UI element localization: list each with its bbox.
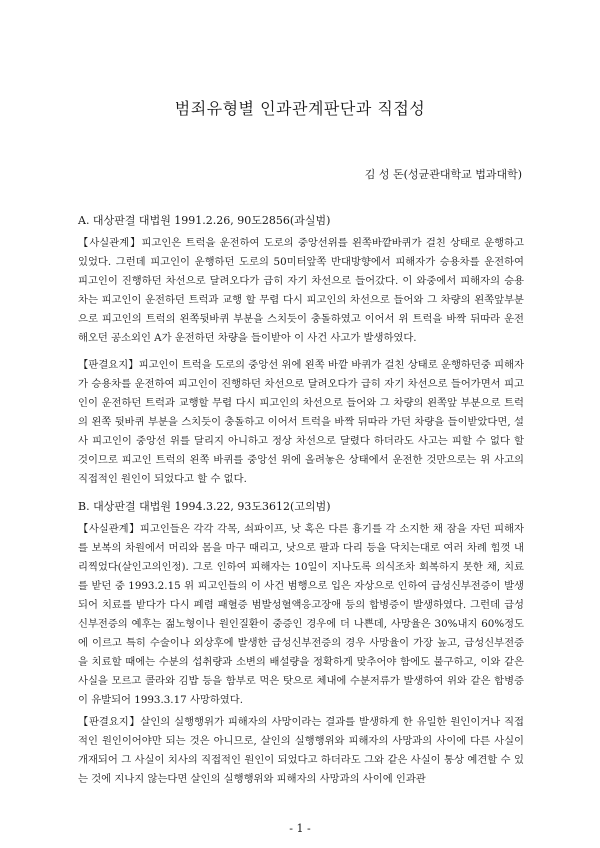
section-b-facts: 【사실관계】피고인들은 각각 각목, 쇠파이프, 낫 혹은 다른 흉기를 각 소지한 채 잠을 자던 피해자를 보복의 차원에서 머리와 몸을 마구 때리고, 낫으로 팔과 다리 등을 닥치는대로 여러 차례 힘껏 내리찍었다(살인고의인정). 그로 인하여 피해자는 10일이 지나도록 의식조차 회복하지 못한 채, 치료를 받던 중 1993.2.15 위 피고인들의 이 사건 범행으로 입은 자상으로 인하여 급성신부전증이 발생되어 치료를 받다가 다시 폐렴 패혈증 범발성혈액응고장애 등의 합병증이 발생하였다. 그런데 급성신부전증의 예후는 젊노형이나 원인질환이 중증인 경우에 더 나쁜데, 사망율은 30%내지 60%정도에 이르고 특히 수술이나 외상후에 발생한 급성신부전증의 경우 사망율이 가장 높고, 급성신부전증을 치료할 때에는 수분의 섭취량과 소변의 배설량을 정확하게 맞추어야 함에도 불구하고, 이와 같은 사실을 모르고 콜라와 김밥 등을 함부로 먹은 탓으로 체내에 수분저류가 발생하여 위와 같은 합병증이 유발되어 1993.3.17 사망하였다. (78, 523, 524, 706)
section-b-holding: 【판결요지】살인의 실행행위가 피해자의 사망이라는 결과를 발생하게 한 유일한 원인이거나 직접적인 원인이어야만 되는 것은 아니므로, 살인의 실행행위와 피해자의 사망과의 사이에 다른 사실이 개재되어 그 사실이 치사의 직접적인 원인이 되었다고 하더라도 그와 같은 사실이 통상 예견할 수 있는 것에 지나지 않는다면 살인의 실행행위와 피해자의 사망과의 사이에 인과관 (78, 716, 524, 785)
author-line: 김 성 돈(성균관대학교 법과대학) (364, 168, 522, 181)
section-a-holding: 【판결요지】피고인이 트럭을 도로의 중앙선 위에 왼쪽 바깥 바퀴가 걸친 상태로 운행하던중 피해자가 승용차를 운전하여 피고인이 진행하던 차선으로 달려오다가 급히 자기 차선으로 들어가면서 피고인이 운전하던 트럭과 교행할 무렵 다시 피고인의 차선으로 들어와 그 차량의 왼쪽앞 부분으로 트럭의 왼쪽 뒷바퀴 부분을 스치듯이 충돌하고 이어서 트럭을 바짝 뒤따라 가던 차량을 들이받았다면, 설사 피고인이 중앙선 위를 달리지 아니하고 정상 차선으로 달렸다 하더라도 사고는 피할 수 없다 할 것이므로 피고인 트럭의 왼쪽 바퀴를 중앙선 위에 올려놓은 상태에서 운전한 것만으로는 위 사고의 직접적인 원인이 되었다고 할 수 없다. (78, 359, 524, 485)
document-title: 범죄유형별 인과관계판단과 직접성 (174, 99, 426, 118)
section-b-heading: B. 대상판결 대법원 1994.3.22, 93도3612(고의범) (78, 500, 331, 513)
page-number: - 1 - (289, 822, 311, 835)
section-a-heading: A. 대상판결 대법원 1991.2.26, 90도2856(과실범) (78, 214, 331, 227)
section-a-facts: 【사실관계】피고인은 트럭을 운전하여 도로의 중앙선위를 왼쪽바깥바퀴가 걸친 상태로 운행하고 있었다. 그런데 피고인이 운행하던 도로의 50미터앞쪽 반대방향에서 피해자가 승용차를 운전하여 피고인이 진행하던 차선으로 달려오다가 급히 자기 차선으로 들어갔다. 이 와중에서 피해자의 승용차는 피고인이 운전하던 트럭과 교행 할 무렵 다시 피고인의 차선으로 들어와 그 차량의 왼쪽앞부분으로 피고인의 트럭의 왼쪽뒷바퀴 부분을 스치듯이 충돌하였고 이어서 위 트럭을 바짝 뒤따라 운전해오던 공소외인 A가 운전하던 차량을 들이받아 이 사건 사고가 발생하였다. (78, 237, 524, 344)
